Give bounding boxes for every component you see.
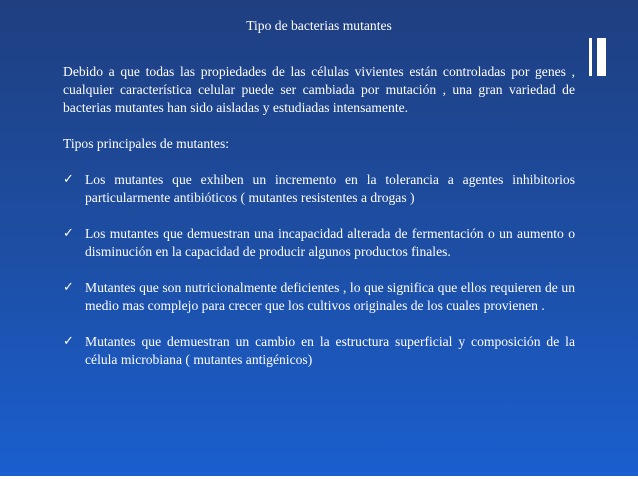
decorative-bar-thin [589,38,592,76]
bullet-item-1 [63,171,575,207]
bullet-text: Los mutantes que demuestran una incapacidad alterada de fermentación o un aumento o disminución en la capacidad de producir algunos productos finales. [85,226,575,259]
intro-paragraph: Debido a que todas las propiedades de las células vivientes están controladas por genes , cualquier característica celular puede ser cambiada por mutación , una gran variedad de bacterias mutantes han sido aisladas y estudiadas intensamente. [63,64,575,115]
bullet-item-2 [63,225,575,261]
bullet-item-3 [63,279,575,315]
slide-content [63,63,575,369]
check-mark-icon: ✓ [63,334,74,349]
slide-title: Tipo de bacterias mutantes [246,18,392,33]
decorative-bar-thick [597,38,606,76]
bullet-item-4 [63,333,575,369]
bullet-text: Mutantes que son nutricionalmente deficientes , lo que significa que ellos requieren de un medio mas complejo para crecer que los cultivos originales de los cuales provienen . [85,280,575,313]
bullet-text: Mutantes que demuestran un cambio en la estructura superficial y composición de la célula microbiana ( mutantes antigénicos) [85,334,575,367]
check-mark-icon: ✓ [63,172,74,187]
list-heading: Tipos principales de mutantes: [63,136,230,151]
check-mark-icon: ✓ [63,226,74,241]
bullet-text: Los mutantes que exhiben un incremento en la tolerancia a agentes inhibitorios particularmente antibióticos ( mutantes resistentes a drogas ) [85,172,575,205]
check-mark-icon: ✓ [63,280,74,295]
